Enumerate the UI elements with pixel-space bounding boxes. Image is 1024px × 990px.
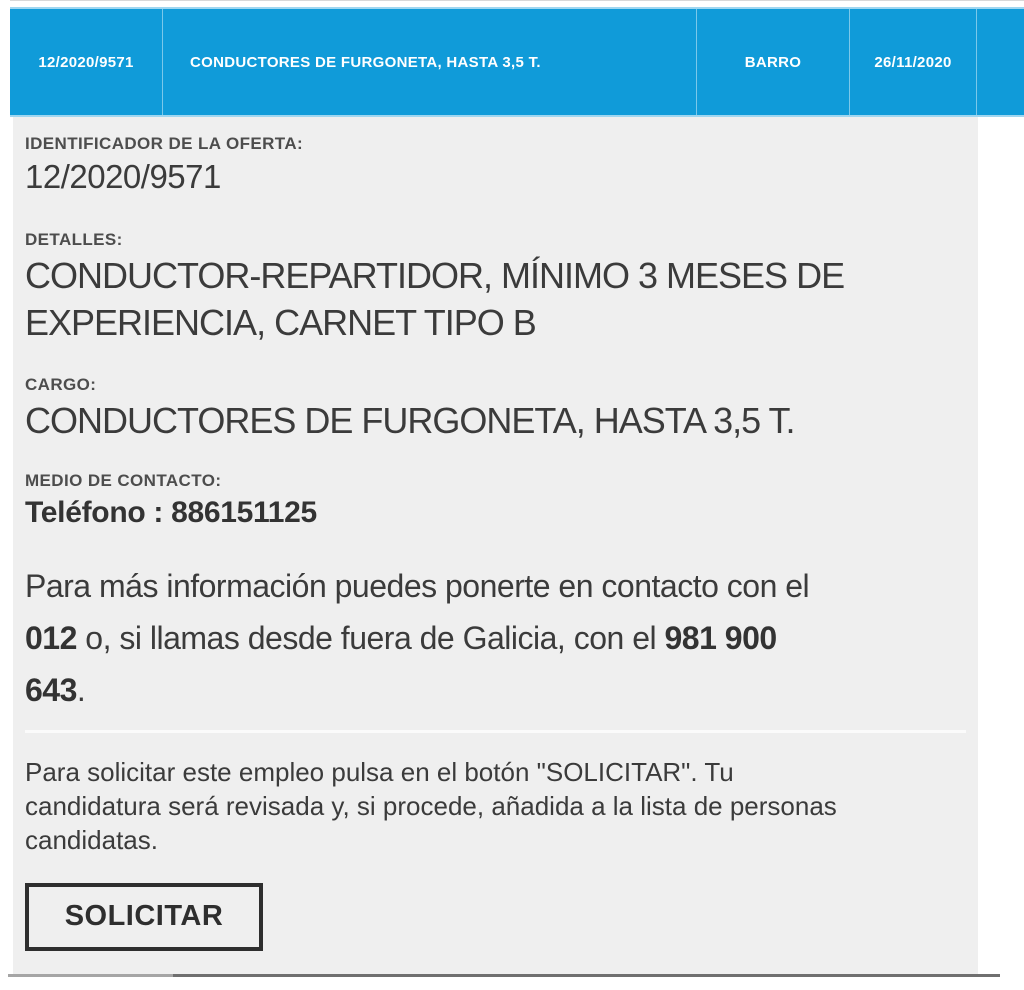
- info-text: o, si llamas desde fuera de Galicia, con el: [76, 620, 665, 656]
- offer-location-cell: [696, 9, 849, 115]
- details-value-line: CONDUCTOR-REPARTIDOR, MÍNIMO 3 MESES DE: [25, 255, 845, 296]
- info-line: [25, 664, 966, 716]
- row-separator-top: [10, 0, 1024, 1]
- identifier-value: 12/2020/9571: [25, 158, 221, 195]
- phone-012: 012: [25, 620, 77, 656]
- apply-note-line: candidatura será revisada y, si procede, añadida a la lista de personas: [25, 791, 837, 821]
- contact-phone: Teléfono : 886151125: [25, 496, 317, 529]
- solicitar-button[interactable]: SOLICITAR: [25, 883, 263, 951]
- apply-note-line: candidatas.: [25, 825, 158, 855]
- offer-date-cell: [849, 9, 976, 115]
- offer-id-cell: [10, 9, 162, 115]
- offer-id: 12/2020/9571: [38, 53, 134, 71]
- apply-note-line: Para solicitar este empleo pulsa en el botón "SOLICITAR". Tu: [25, 757, 734, 787]
- details-label: DETALLES:: [25, 230, 123, 249]
- contact-label: MEDIO DE CONTACTO:: [25, 471, 222, 490]
- offer-row[interactable]: [10, 7, 1024, 117]
- phone-981-900: 981 900: [664, 620, 777, 656]
- apply-note: [25, 755, 966, 857]
- identifier-label: IDENTIFICADOR DE LA OFERTA:: [25, 134, 304, 153]
- info-text: Para más información puedes ponerte en contacto con el: [25, 568, 810, 604]
- phone-643: 643: [25, 672, 77, 708]
- cargo-label: CARGO:: [25, 375, 97, 394]
- details-value: [25, 252, 966, 346]
- offer-title: CONDUCTORES DE FURGONETA, HASTA 3,5 T.: [190, 53, 541, 71]
- details-value-line: EXPERIENCIA, CARNET TIPO B: [25, 302, 536, 343]
- info-text: .: [76, 672, 86, 708]
- row-separator-bottom: [8, 974, 1000, 977]
- offer-location: BARRO: [744, 53, 802, 71]
- section-divider: [25, 730, 966, 733]
- info-line: [25, 560, 966, 612]
- info-paragraph: [25, 560, 966, 716]
- offer-title-cell: [162, 9, 696, 115]
- offer-detail-panel: [13, 117, 978, 974]
- info-line: [25, 612, 966, 664]
- offer-empty-cell: [976, 9, 1024, 115]
- cargo-value: CONDUCTORES DE FURGONETA, HASTA 3,5 T.: [25, 400, 795, 441]
- offer-date: 26/11/2020: [874, 53, 952, 71]
